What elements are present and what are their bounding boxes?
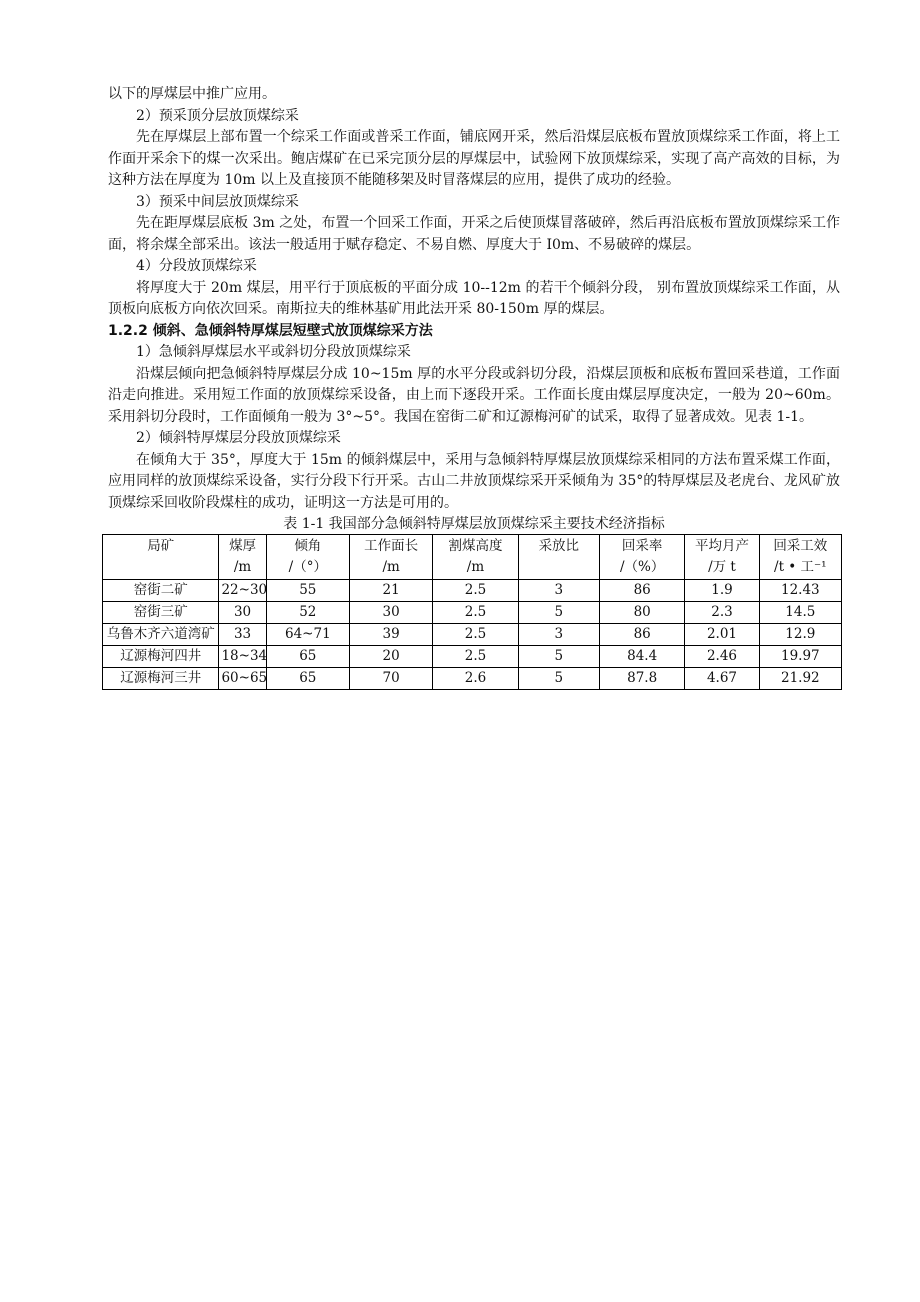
table-header-cell: [219, 535, 266, 580]
header-line: /（°）: [288, 559, 327, 575]
header-line: 工作面长: [364, 538, 419, 554]
header-line: 倾角: [294, 538, 322, 554]
table-header-cell: [759, 535, 841, 580]
table-row: [103, 646, 842, 668]
table-cell: 55: [266, 580, 349, 602]
table-header-cell: [685, 535, 759, 580]
table-cell: 65: [266, 646, 349, 668]
header-line: /m: [382, 559, 400, 575]
table-header-row: [103, 535, 842, 580]
table-cell: 5: [518, 668, 599, 690]
table-row: [103, 602, 842, 624]
table-cell: 19.97: [759, 646, 841, 668]
table-cell: 2.5: [433, 580, 518, 602]
header-line: 平均月产: [694, 538, 749, 554]
table-cell: 21: [349, 580, 432, 602]
table-row: [103, 580, 842, 602]
table-cell: 2.3: [685, 602, 759, 624]
table-cell: 30: [219, 602, 266, 624]
mine-name-cell: 窑街二矿: [103, 580, 219, 602]
table-cell: 18~34: [219, 646, 266, 668]
table-row: [103, 668, 842, 690]
table-cell: 80: [599, 602, 684, 624]
section-heading: 1.2.2 倾斜、急倾斜特厚煤层短壁式放顶煤综采方法: [108, 322, 433, 339]
header-line: 煤厚: [229, 538, 257, 554]
table-cell: 14.5: [759, 602, 841, 624]
header-line: 割煤高度: [448, 538, 503, 554]
data-table: [102, 534, 842, 690]
table-cell: 20: [349, 646, 432, 668]
table-cell: 39: [349, 624, 432, 646]
header-line: /（%）: [619, 559, 665, 575]
table-cell: 3: [518, 580, 599, 602]
table-cell: 2.6: [433, 668, 518, 690]
paragraph: 2）预采顶分层放顶煤综采: [136, 107, 299, 124]
paragraph: 沿煤层倾向把急倾斜特厚煤层分成 10~15m 厚的水平分段或斜切分段，沿煤层顶板和底板布置回采巷道，工作面沿走向推进。采用短工作面的放顶煤综采设备，由上而下逐段开采。工作面长度由煤层厚度决定，一般为 20~60m。采用斜切分段时，工作面倾角一般为 3°~5°。我国在窑街二矿和辽源梅河矿的试采，取得了显著成效。见表 1-1。: [108, 365, 840, 425]
mine-name-cell: 辽源梅河四井: [103, 646, 219, 668]
header-line: 回采率: [621, 538, 663, 554]
paragraph: 1）急倾斜厚煤层水平或斜切分段放顶煤综采: [136, 344, 411, 360]
table-header-cell: [349, 535, 432, 580]
table-cell: 33: [219, 624, 266, 646]
table-cell: 22~30: [219, 580, 266, 602]
table-cell: 84.4: [599, 646, 684, 668]
body-text: [108, 84, 840, 514]
table-cell: 64~71: [266, 624, 349, 646]
paragraph: 3）预采中间层放顶煤综采: [136, 193, 299, 210]
table-cell: 70: [349, 668, 432, 690]
table-cell: 86: [599, 580, 684, 602]
table-header-cell: [518, 535, 599, 580]
table-cell: 5: [518, 602, 599, 624]
paragraph: 将厚度大于 20m 煤层，用平行于顶底板的平面分成 10--12m 的若干个倾斜分段， 别布置放顶煤综采工作面，从顶板向底板方向依次回采。南斯拉夫的维林基矿用此法开采 80-150m 厚的煤层。: [108, 279, 840, 317]
table-cell: 2.01: [685, 624, 759, 646]
header-line: 局矿: [147, 538, 175, 554]
table-header-cell: [599, 535, 684, 580]
table-cell: 86: [599, 624, 684, 646]
table-cell: 2.5: [433, 624, 518, 646]
mine-name-cell: 辽源梅河三井: [103, 668, 219, 690]
table-cell: 1.9: [685, 580, 759, 602]
table-cell: 2.5: [433, 646, 518, 668]
paragraph: 2）倾斜特厚煤层分段放顶煤综采: [136, 430, 341, 446]
mine-name-cell: 乌鲁木齐六道湾矿: [103, 624, 219, 646]
header-line: /m: [466, 559, 485, 575]
table-cell: 65: [266, 668, 349, 690]
paragraph: 在倾角大于 35°，厚度大于 15m 的倾斜煤层中，采用与急倾斜特厚煤层放顶煤综采相同的方法布置采煤工作面，应用同样的放顶煤综采设备，实行分段下行开采。古山二井放顶煤综采开采倾角为 35°的特厚煤层及老虎台、龙风矿放顶煤综采回收阶段煤柱的成功，证明这一方法是可用的。: [108, 451, 840, 511]
document-page: [108, 84, 840, 690]
table-caption: 表 1-1 我国部分急倾斜特厚煤层放顶煤综采主要技术经济指标: [283, 516, 665, 532]
mine-name-cell: 窑街三矿: [103, 602, 219, 624]
table-cell: 2.5: [433, 602, 518, 624]
table-cell: 21.92: [759, 668, 841, 690]
table-cell: 5: [518, 646, 599, 668]
table-cell: 60~65: [219, 668, 266, 690]
table-header-cell: [266, 535, 349, 580]
table-cell: 4.67: [685, 668, 759, 690]
paragraph: 先在距厚煤层底板 3m 之处，布置一个回采工作面，开采之后使顶煤冒落破碎，然后再沿底板布置放顶煤综采工作面，将余煤全部采出。该法一般适用于赋存稳定、不易自燃、厚度大于 I0m、不易破碎的煤层。: [108, 215, 840, 253]
table-header-cell: [433, 535, 518, 580]
header-line: 回采工效: [773, 538, 828, 554]
table-cell: 3: [518, 624, 599, 646]
paragraph: 以下的厚煤层中推广应用。: [108, 86, 276, 102]
table-header-cell: [103, 535, 219, 580]
table-row: [103, 624, 842, 646]
header-line: /t • 工⁻¹: [774, 559, 827, 575]
header-line: 采放比: [538, 538, 580, 554]
table-cell: 87.8: [599, 668, 684, 690]
header-line: /m: [233, 559, 252, 575]
paragraph: 先在厚煤层上部布置一个综采工作面或普采工作面，铺底网开采，然后沿煤层底板布置放顶煤综采工作面，将上工作面开采余下的煤一次采出。鲍店煤矿在已采完顶分层的厚煤层中，试验网下放顶煤综采，实现了高产高效的目标，为这种方法在厚度为 10m 以上及直接顶不能随移架及时冒落煤层的应用，提供了成功的经验。: [108, 129, 840, 188]
table-body: [103, 580, 842, 690]
table-cell: 30: [349, 602, 432, 624]
table-cell: 12.43: [759, 580, 841, 602]
paragraph: 4）分段放顶煤综采: [136, 258, 257, 274]
header-line: /万 t: [708, 559, 736, 575]
table-cell: 2.46: [685, 646, 759, 668]
table-cell: 52: [266, 602, 349, 624]
table-cell: 12.9: [759, 624, 841, 646]
